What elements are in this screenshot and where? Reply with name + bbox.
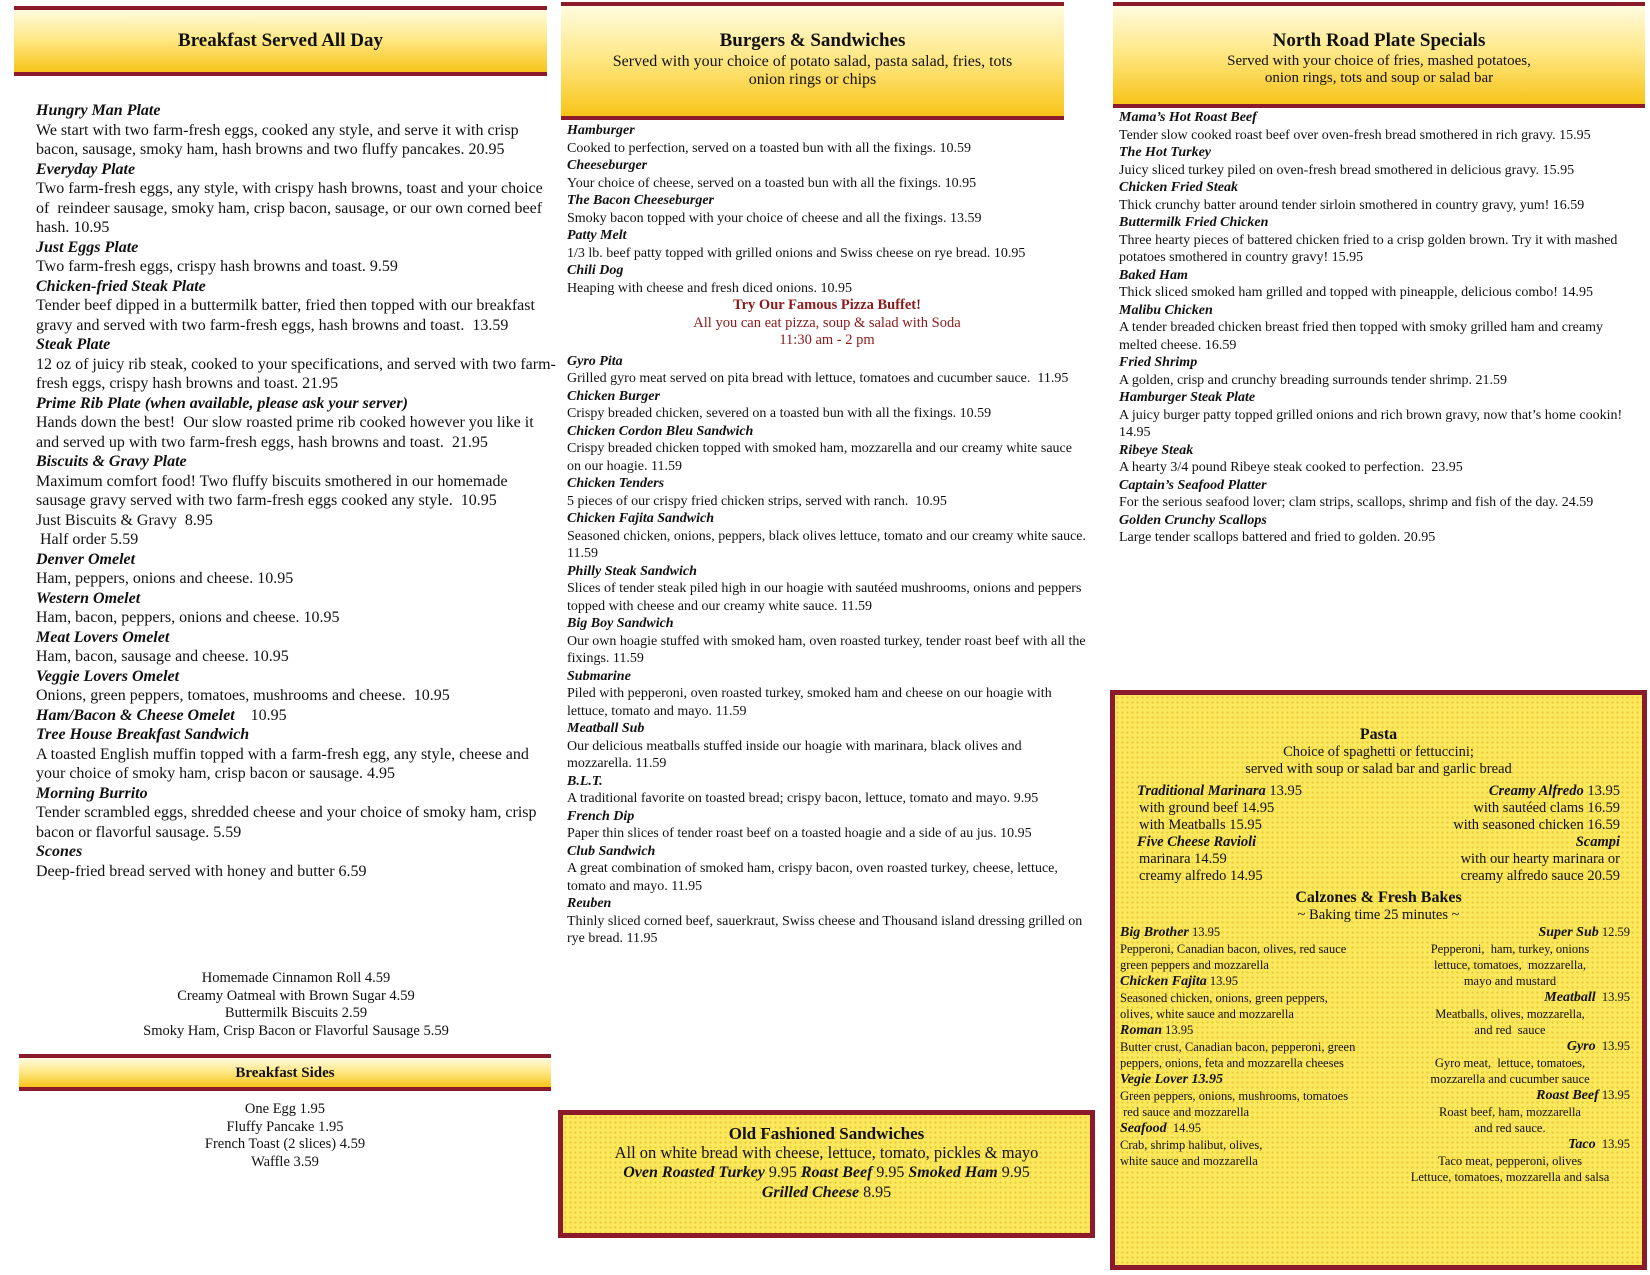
menu-item-ribeye-steak [1119,442,1634,477]
breakfast-extras [36,970,556,1040]
pasta-option: with seasoned chicken 16.59 [1453,817,1620,833]
item-name: Everyday Plate [36,160,136,178]
calzone-name: Taco [1568,1137,1596,1152]
calzone-roman [1120,1022,1420,1071]
calzone-meatball [1390,989,1630,1038]
item-name: Gyro Pita [567,353,623,369]
item-name: Cheeseburger [567,158,648,173]
item-desc: Smoky bacon topped with your choice of cheese and all the fixings. 13.59 [567,210,982,226]
calzone-big-brother [1120,924,1420,973]
item-desc: Deep-fried bread served with honey and butter 6.59 [36,862,367,880]
burgers-list [567,122,1090,948]
calzone-desc: lettuce, tomatoes, mozzarella, [1433,958,1586,972]
item-desc: Two farm-fresh eggs, crispy hash browns and toast. 9.59 [36,258,398,275]
pasta-name-line [1360,834,1620,851]
item-desc: Thick sliced smoked ham grilled and topped with pineapple, delicious combo! 14.95 [1119,285,1593,300]
calzone-chicken-fajita [1120,973,1420,1022]
calzone-name: Chicken Fajita [1120,974,1207,989]
menu-item-chicken-fajita-sandwich [567,510,1090,563]
calzone-price: 13.95 [1206,974,1238,988]
old-fashioned-box [558,1110,1095,1238]
pasta-right [1360,783,1620,885]
pasta-option: marinara 14.59 [1139,851,1227,867]
menu-item-hamburger-steak-plate [1119,389,1634,442]
item-desc: Crispy breaded chicken topped with smoked ham, mozzarella and our creamy white sauce on our hoagie. 11.59 [567,441,1076,474]
roast-beef: Roast Beef [800,1164,873,1181]
pasta-name: Scampi [1575,834,1620,850]
oven-roasted-turkey: Oven Roasted Turkey [623,1164,765,1181]
calzone-name-line [1120,1120,1420,1137]
calzone-name: Big Brother [1120,925,1189,940]
old-fashioned-line: All on white bread with cheese, lettuce, tomato, pickles & mayo [614,1143,1039,1162]
item-name: B.L.T. [567,773,603,789]
menu-item-scones [36,842,556,881]
calzone-desc: mozzarella and cucumber sauce [1430,1072,1590,1086]
menu-item-prime-rib-plate-when-available-please-ask-your-server [36,394,556,453]
calzone-desc: Butter crust, Canadian bacon, pepperoni, green [1120,1040,1356,1054]
menu-item-baked-ham [1119,267,1634,302]
buffet-line: All you can eat pizza, soup & salad with Soda [693,314,961,331]
calzone-desc: peppers, onions, feta and mozzarella cheeses [1120,1056,1344,1070]
item-desc: Tender slow cooked roast beef over oven-fresh bread smothered in rich gravy. 15.95 [1119,127,1591,143]
sides-header [19,1054,551,1091]
menu-item-the-hot-turkey [1119,144,1634,179]
item-name: Ham/Bacon & Cheese Omelet [36,706,235,724]
item-name: Morning Burrito [36,784,148,802]
menu-item-mama-s-hot-roast-beef [1119,109,1634,144]
item-desc: 10.95 [234,706,287,724]
menu-item-chicken-burger [567,388,1087,423]
item-name: Captain’s Seafood Platter [1119,477,1267,493]
calzone-desc: Meatballs, olives, mozzarella, [1435,1007,1585,1021]
menu-item-just-eggs-plate [36,238,556,277]
calzone-desc: Gyro meat, lettuce, tomatoes, [1434,1056,1586,1070]
item-desc: Paper thin slices of tender roast beef on a toasted hoagie and a side of au jus. 10.95 [567,826,1032,841]
pasta-option: with ground beef 14.95 [1139,800,1275,816]
pasta-calzone-box [1110,690,1647,1270]
item-desc: Our own hoagie stuffed with smoked ham, oven roasted turkey, tender roast beef with all the fixings. 11.59 [567,633,1090,666]
calzone-name: Meatball [1544,990,1596,1005]
item-name: Chicken Burger [567,388,660,404]
menu-item-hamburger [567,122,1087,157]
calzone-desc: Green peppers, onions, mushrooms, tomatoes [1120,1089,1349,1103]
item-desc: Piled with pepperoni, oven roasted turkey, smoked ham and cheese on our hoagie with lettuce, tomato and mayo. 11.59 [567,686,1056,719]
item-desc: Tender scrambled eggs, shredded cheese and your choice of smoky ham, crisp bacon or flavorful sausage. 5.59 [36,804,545,841]
item-desc: Juicy sliced turkey piled on oven-fresh bread smothered in delicious gravy. 15.95 [1119,162,1575,178]
calzone-price: 13.95 [1188,925,1221,939]
sides-title: Breakfast Sides [235,1065,335,1081]
buffet-title: Try Our Famous Pizza Buffet! [733,297,921,313]
buffet-promo [567,297,1087,350]
pasta-sub-1: Choice of spaghetti or fettuccini; [1283,744,1474,760]
old-fashioned-title: Old Fashioned Sandwiches [728,1124,925,1143]
item-desc: Cooked to perfection, served on a toasted bun with all the fixings. 10.59 [567,140,971,156]
calzones-title: Calzones & Fresh Bakes [1295,889,1462,906]
item-desc: A golden, crisp and crunchy breading surrounds tender shrimp. 21.59 [1119,372,1508,388]
burgers-header [561,2,1064,120]
calzone-name-line [1390,1038,1630,1055]
calzone-desc: Roast beef, ham, mozzarella [1439,1105,1581,1119]
item-name: Submarine [567,668,631,684]
breakfast-title: Breakfast Served All Day [178,30,383,51]
item-name: Meatball Sub [567,721,645,736]
pasta-name-line [1137,783,1397,800]
item-name: Chili Dog [567,263,624,278]
pasta-title: Pasta [1359,726,1398,743]
item-name: Chicken Tenders [567,476,665,491]
item-name: Philly Steak Sandwich [567,563,697,579]
pasta-name-line [1137,834,1397,851]
oven-roasted-turkey-price: 9.95 [764,1164,801,1181]
menu-item-french-dip [567,808,1087,843]
menu-item-club-sandwich [567,843,1087,896]
item-name: Club Sandwich [567,843,656,859]
calzone-name-line [1390,1087,1630,1104]
item-name: Scones [36,843,83,860]
calzone-desc: Crab, shrimp halibut, olives, [1120,1138,1263,1152]
calzone-gyro [1390,1038,1630,1087]
calzone-taco [1390,1136,1630,1185]
item-name: Ribeye Steak [1119,442,1194,458]
calzone-vegie-lover-13-95 [1120,1071,1420,1120]
item-desc: Heaping with cheese and fresh diced onions. 10.95 [567,280,852,296]
breakfast-list [36,101,556,881]
calzone-super-sub [1390,924,1630,989]
grilled-cheese: Grilled Cheese [761,1184,860,1201]
menu-item-big-boy-sandwich [567,615,1090,668]
menu-item-reuben [567,895,1087,948]
item-name: Just Eggs Plate [36,238,139,256]
menu-item-chicken-cordon-bleu-sandwich [567,423,1087,476]
menu-item-malibu-chicken [1119,302,1634,355]
calzone-name: Gyro [1566,1039,1596,1054]
calzone-price: 14.95 [1166,1121,1202,1135]
calzone-desc: mayo and mustard [1463,974,1557,988]
calzone-name: Roast Beef [1536,1088,1599,1103]
calzone-desc: Seasoned chicken, onions, green peppers, [1120,991,1328,1005]
item-desc: Our delicious meatballs stuffed inside our hoagie with marinara, black olives and mozzarella. 11.59 [567,738,1026,771]
burgers-subtitle-1: Served with your choice of potato salad, pasta salad, fries, tots [612,53,1013,70]
menu-item-buttermilk-fried-chicken [1119,214,1634,267]
pasta-creamy-alfredo [1360,783,1620,834]
calzone-price: 13.95 [1595,1137,1630,1151]
burgers-subtitle-2: onion rings or chips [748,71,877,88]
menu-item-hungry-man-plate [36,101,556,160]
menu-item-morning-burrito [36,784,556,843]
item-desc: Grilled gyro meat served on pita bread with lettuce, tomatoes and cucumber sauce. 11.95 [567,371,1069,386]
pasta-five-cheese-ravioli [1137,834,1397,885]
item-desc: Your choice of cheese, served on a toasted bun with all the fixings. 10.95 [567,175,977,191]
calzone-desc: Taco meat, pepperoni, olives [1438,1154,1582,1168]
calzone-roast-beef [1390,1087,1630,1136]
item-name: Western Omelet [36,589,141,607]
menu-item-denver-omelet [36,550,556,589]
roast-beef-price: 9.95 [872,1164,909,1181]
north-list [1119,109,1634,547]
item-desc: A great combination of smoked ham, crispy bacon, oven roasted turkey, cheese, lettuce, tomato and mayo. 11.95 [567,861,1062,894]
calzone-desc: and red sauce [1474,1023,1546,1037]
item-name: Hamburger Steak Plate [1119,390,1256,405]
item-desc: Slices of tender steak piled high in our hoagie with sautéed mushrooms, onions and peppers topped with cheese and our creamy white sauce. 11.59 [567,581,1085,614]
burgers-title: Burgers & Sandwiches [719,30,906,51]
smoked-ham-price: 9.95 [997,1164,1030,1181]
calzone-desc: Lettuce, tomatoes, mozzarella and salsa [1410,1170,1610,1184]
item-desc: A hearty 3/4 pound Ribeye steak cooked to perfection. 23.95 [1119,460,1463,475]
item-name: Chicken Cordon Bleu Sandwich [567,423,754,439]
sides-list [19,1101,551,1171]
item-desc: A traditional favorite on toasted bread; crispy bacon, lettuce, tomato and mayo. 9.95 [567,791,1039,806]
extra-item: Creamy Oatmeal with Brown Sugar 4.59 [177,987,415,1004]
menu-item-just-biscuits-gravy-8-95 [36,511,556,531]
extra-item: Smoky Ham, Crisp Bacon or Flavorful Sausage 5.59 [143,1022,449,1039]
menu-item-ham-bacon-cheese-omelet [36,706,556,726]
calzone-seafood [1120,1120,1420,1169]
item-desc: 12 oz of juicy rib steak, cooked to your specifications, and served with two farm-fresh eggs, crispy hash browns and toast. 21.95 [36,355,556,392]
calzone-name-line [1390,989,1630,1006]
menu-item-the-bacon-cheeseburger [567,192,1087,227]
pasta-name: Traditional Marinara [1137,783,1266,799]
pasta-option: with Meatballs 15.95 [1139,817,1262,833]
grilled-cheese-price: 8.95 [859,1184,892,1201]
pasta-scampi [1360,834,1620,885]
extra-item: Buttermilk Biscuits 2.59 [224,1005,368,1021]
item-desc: A toasted English muffin topped with a farm-fresh egg, any style, cheese and your choice of smoky ham, crisp bacon or sausage. 4.95 [36,745,533,782]
item-desc: We start with two farm-fresh eggs, cooked any style, and serve it with crisp bacon, sausage, smoky ham, hash browns and two fluffy pancakes. 20.95 [36,121,523,158]
pasta-sub-2: served with soup or salad bar and garlic bread [1245,761,1512,777]
menu-item-gyro-pita [567,353,1087,388]
item-desc: Ham, peppers, onions and cheese. 10.95 [36,570,294,587]
item-name: Prime Rib Plate (when available, please ask your server) [36,394,408,412]
buffet-time: 11:30 am - 2 pm [779,332,875,348]
item-desc: Thinly sliced corned beef, sauerkraut, Swiss cheese and Thousand island dressing grilled on rye bread. 11.95 [567,913,1086,946]
item-name: Buttermilk Fried Chicken [1119,215,1269,230]
item-desc: A tender breaded chicken breast fried then topped with smoky grilled ham and creamy melted cheese. 16.59 [1119,320,1607,353]
item-name: Chicken Fried Steak [1119,180,1239,195]
calzone-price: 13.95 [1595,990,1630,1004]
pasta-option: with our hearty marinara or [1460,851,1620,867]
breakfast-header [14,6,547,76]
menu-item-b-l-t [567,773,1087,808]
item-desc: Just Biscuits & Gravy 8.95 [36,511,213,529]
item-name: Mama’s Hot Roast Beef [1119,110,1257,125]
pasta-option: creamy alfredo 14.95 [1139,868,1263,884]
side-item: Fluffy Pancake 1.95 [226,1118,344,1135]
calzone-desc: Pepperoni, Canadian bacon, olives, red sauce [1120,942,1347,956]
menu-item-western-omelet [36,589,556,628]
calzone-price: 13.95 [1595,1039,1630,1053]
item-desc: 1/3 lb. beef patty topped with grilled onions and Swiss cheese on rye bread. 10.95 [567,245,1026,261]
calzone-price: 13.95 [1598,1088,1630,1102]
menu-item-chicken-fried-steak-plate [36,277,556,336]
calzone-name: Roman [1120,1023,1163,1038]
side-item: Waffle 3.59 [251,1153,319,1170]
calzone-name: Super Sub [1538,925,1599,940]
calzone-desc: white sauce and mozzarella [1120,1154,1258,1168]
item-desc: Two farm-fresh eggs, any style, with crispy hash browns, toast and your choice of reindeer sausage, smoky ham, crisp bacon, sausage, or our own corned beef hash. 10.95 [36,180,547,236]
item-name: Big Boy Sandwich [567,616,674,631]
item-name: Patty Melt [567,228,627,243]
item-name: Steak Plate [36,336,111,353]
calzone-name-line [1120,924,1420,941]
item-name: Hamburger [567,123,635,138]
item-name: Chicken-fried Steak Plate [36,277,206,295]
side-item: French Toast (2 slices) 4.59 [204,1136,366,1152]
calzones-right [1390,924,1630,1185]
item-name: Biscuits & Gravy Plate [36,453,187,470]
item-name: French Dip [567,808,635,824]
menu-item-patty-melt [567,227,1087,262]
item-name: Chicken Fajita Sandwich [567,511,715,526]
item-desc: For the serious seafood lover; clam strips, scallops, shrimp and fish of the day. 24.59 [1119,495,1594,510]
calzones-left [1120,924,1420,1169]
item-name: Malibu Chicken [1119,302,1213,318]
item-desc: Ham, bacon, peppers, onions and cheese. 10.95 [36,609,340,626]
item-desc: Tender beef dipped in a buttermilk batter, fried then topped with our breakfast gravy and served with two farm-fresh eggs, hash browns and toast. 13.59 [36,297,539,334]
menu-item-everyday-plate [36,160,556,238]
item-desc: Three hearty pieces of battered chicken fried to a crisp golden brown. Try it with mashed potatoes smothered in country gravy! 15.95 [1119,232,1621,265]
item-desc: Ham, bacon, sausage and cheese. 10.95 [36,648,289,665]
item-name: Baked Ham [1119,267,1188,283]
menu-item-golden-crunchy-scallops [1119,512,1634,547]
item-name: Golden Crunchy Scallops [1119,512,1267,528]
menu-item-chili-dog [567,262,1087,297]
pasta-price: 13.95 [1583,783,1620,799]
item-name: Fried Shrimp [1119,355,1198,370]
item-name: Denver Omelet [36,550,136,568]
menu-item-fried-shrimp [1119,354,1634,389]
item-desc: 5 pieces of our crispy fried chicken strips, served with ranch. 10.95 [567,493,947,509]
item-desc: Maximum comfort food! Two fluffy biscuits smothered in our homemade sausage gravy served with two farm-fresh eggs cooked any style. 10.95 [36,472,512,509]
menu-item-chicken-fried-steak [1119,179,1634,214]
old-fashioned-items [563,1163,1090,1183]
calzone-price: 13.95 [1162,1023,1194,1037]
item-desc: Large tender scallops battered and fried to golden. 20.95 [1119,530,1436,545]
calzones-sub: ~ Baking time 25 minutes ~ [1297,907,1460,923]
menu-item-meat-lovers-omelet [36,628,556,667]
item-desc: Onions, green peppers, tomatoes, mushrooms and cheese. 10.95 [36,687,450,704]
item-desc: Hands down the best! Our slow roasted prime rib cooked however you like it and served up with two farm-fresh eggs, hash browns and toast. 21.95 [36,414,538,451]
calzone-name-line [1120,1071,1420,1088]
item-name: The Bacon Cheeseburger [567,193,714,208]
item-desc: Seasoned chicken, onions, peppers, black olives lettuce, tomato and our creamy white sauce. 11.59 [567,528,1090,561]
calzone-desc: Pepperoni, ham, turkey, onions [1430,942,1590,956]
menu-item-philly-steak-sandwich [567,563,1087,616]
calzone-desc: green peppers and mozzarella [1120,958,1269,972]
item-name: Hungry Man Plate [36,102,161,119]
item-desc: Thick crunchy batter around tender sirloin smothered in country gravy, yum! 16.59 [1119,197,1585,213]
grilled-cheese-line [563,1183,1090,1203]
menu-item-tree-house-breakfast-sandwich [36,725,556,784]
menu-item-submarine [567,668,1087,721]
north-subtitle-1: Served with your choice of fries, mashed potatoes, [1227,53,1531,69]
pasta-name-line [1360,783,1620,800]
calzone-name: Vegie Lover 13.95 [1120,1072,1224,1087]
menu-item-steak-plate [36,335,556,394]
calzone-name: Seafood [1120,1121,1167,1136]
pasta-traditional-marinara [1137,783,1397,834]
north-title: North Road Plate Specials [1272,30,1486,51]
north-subtitle-2: onion rings, tots and soup or salad bar [1264,70,1494,86]
pasta-option: creamy alfredo sauce 20.59 [1460,868,1620,884]
item-desc: Crispy breaded chicken, severed on a toasted bun with all the fixings. 10.59 [567,406,992,421]
calzone-desc: red sauce and mozzarella [1120,1105,1250,1119]
pasta-name: Five Cheese Ravioli [1137,834,1257,850]
menu-item-cheeseburger [567,157,1087,192]
item-name: Reuben [567,896,612,911]
item-name: Tree House Breakfast Sandwich [36,726,250,743]
calzone-desc: and red sauce. [1474,1121,1546,1135]
side-item: One Egg 1.95 [244,1101,326,1117]
menu-item-biscuits-gravy-plate [36,452,556,511]
item-name: The Hot Turkey [1119,145,1212,160]
menu-item-veggie-lovers-omelet [36,667,556,706]
calzone-name-line [1390,1136,1630,1153]
menu-item-half-order-5-59 [36,530,556,550]
calzone-name-line [1120,973,1420,990]
calzone-desc: olives, white sauce and mozzarella [1120,1007,1294,1021]
menu-item-chicken-tenders [567,475,1087,510]
pasta-name: Creamy Alfredo [1488,783,1584,799]
item-desc: Half order 5.59 [36,531,139,548]
pasta-price: 13.95 [1265,783,1303,799]
north-header [1113,2,1645,108]
extra-item: Homemade Cinnamon Roll 4.59 [201,970,391,986]
menu-item-captain-s-seafood-platter [1119,477,1634,512]
menu-item-meatball-sub [567,720,1087,773]
calzone-name-line [1120,1022,1420,1039]
pasta-left [1137,783,1397,885]
calzone-price: 12.59 [1598,925,1630,939]
item-name: Veggie Lovers Omelet [36,667,180,685]
smoked-ham: Smoked Ham [908,1164,998,1181]
calzone-name-line [1390,924,1630,941]
pasta-option: with sautéed clams 16.59 [1473,800,1620,816]
item-name: Meat Lovers Omelet [36,628,170,646]
item-desc: A juicy burger patty topped grilled onions and rich brown gravy, now that’s home cookin! 14.95 [1119,407,1626,440]
